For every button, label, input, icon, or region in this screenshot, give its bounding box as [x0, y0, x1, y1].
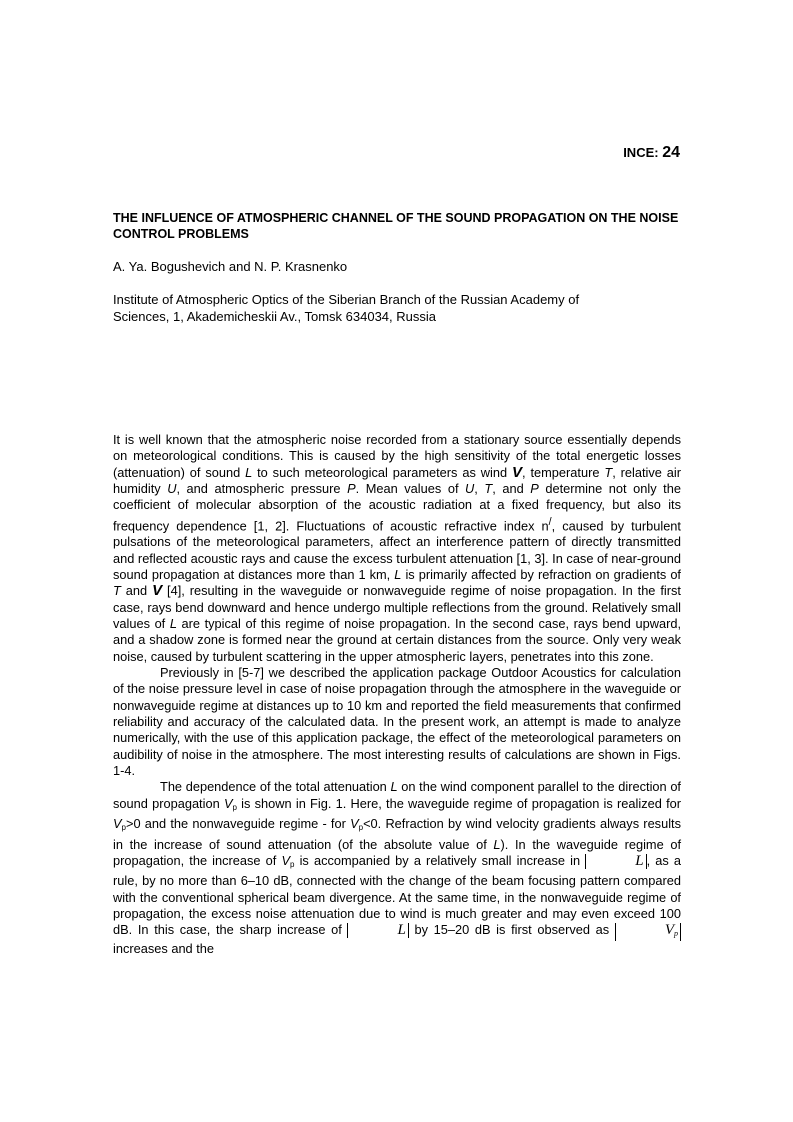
- abs-Vp: $V_p$: [615, 923, 681, 941]
- affiliation-line-2: Sciences, 1, Akademicheskii Av., Tomsk 634034, Russia: [113, 309, 437, 324]
- affiliation: [113, 291, 673, 325]
- abs-L: L: [347, 923, 408, 938]
- paragraph-1: It is well known that the atmospheric noise recorded from a stationary source essentially depends on meteorological conditions. This is caused by the high sensitivity of the total energetic losses (attenuation) of sound L to such meteorological parameters as wind V, temperature T, relative air humidity U, and atmospheric pressure P. Mean values of U, T, and P determine not only the coefficient of molecular absorption of the acoustic radiation at a fixed frequency, but also its frequency dependence [1, 2]. Fluctuations of acoustic refractive index n/, caused by turbulent pulsations of the meteorological parameters, affect an interference pattern of directly transmitted and reflected acoustic rays and cause the excess turbulent attenuation [1, 3]. In case of near-ground sound propagation at distances more than 1 km, L is primarily affected by refraction on gradients of T and V [4], resulting in the waveguide or nonwaveguide regime of noise propagation. In the first case, rays bend downward and hence undergo multiple reflections from the ground. Relatively small values of L are typical of this regime of noise propagation. In the second case, rays bend upward, and a shadow zone is formed near the ground at certain distances from the source. Only very weak noise, caused by turbulent scattering in the upper atmospheric layers, penetrates into this zone.: [113, 432, 682, 664]
- paper-number: 24: [662, 144, 680, 161]
- body-text: [113, 432, 681, 958]
- paragraph-2: Previously in [5-7] we described the application package Outdoor Acoustics for calculation of the noise pressure level in case of noise propagation through the atmosphere in the waveguide or nonwaveguide regime at distances up to 10 km and reported the field measurements that confirmed reliability and accuracy of the calculated data. In the present work, an attempt is made to analyze numerically, with the use of this application package, the effect of the meteorological parameters on audibility of noise in the atmosphere. The most interesting results of calculations are shown in Figs. 1-4.: [113, 665, 681, 779]
- conference-label-text: INCE:: [623, 145, 659, 160]
- conference-label: [623, 144, 680, 162]
- paper-title: THE INFLUENCE OF ATMOSPHERIC CHANNEL OF THE SOUND PROPAGATION ON THE NOISE CONTROL PROBLEMS: [113, 211, 679, 241]
- abs-L: L: [585, 854, 646, 869]
- paragraph-3: The dependence of the total attenuation L on the wind component parallel to the direction of sound propagation $V_p$ is shown in Fig. 1. Here, the waveguide regime of propagation is realized for $V_p>0$ and the nonwaveguide regime - for $V_p<0$. Refraction by wind velocity gradients always results in the increase of sound attenuation (of the absolute value of L). In the waveguide regime of propagation, the increase of $V_p$ is accompanied by a relatively small increase in L , as a rule, by no more than 6–10 dB, connected with the change of the beam focusing pattern compared with the conventional spherical beam divergence. At the same time, in the nonwaveguide regime of propagation, the excess noise attenuation due to wind is much greater and may even exceed 100 dB. In this case, the sharp increase of L by 15–20 dB is first observed as $V_p$ increases and the: [113, 779, 682, 957]
- affiliation-line-1: Institute of Atmospheric Optics of the Siberian Branch of the Russian Academy of: [113, 292, 580, 307]
- authors: A. Ya. Bogushevich and N. P. Krasnenko: [113, 259, 348, 274]
